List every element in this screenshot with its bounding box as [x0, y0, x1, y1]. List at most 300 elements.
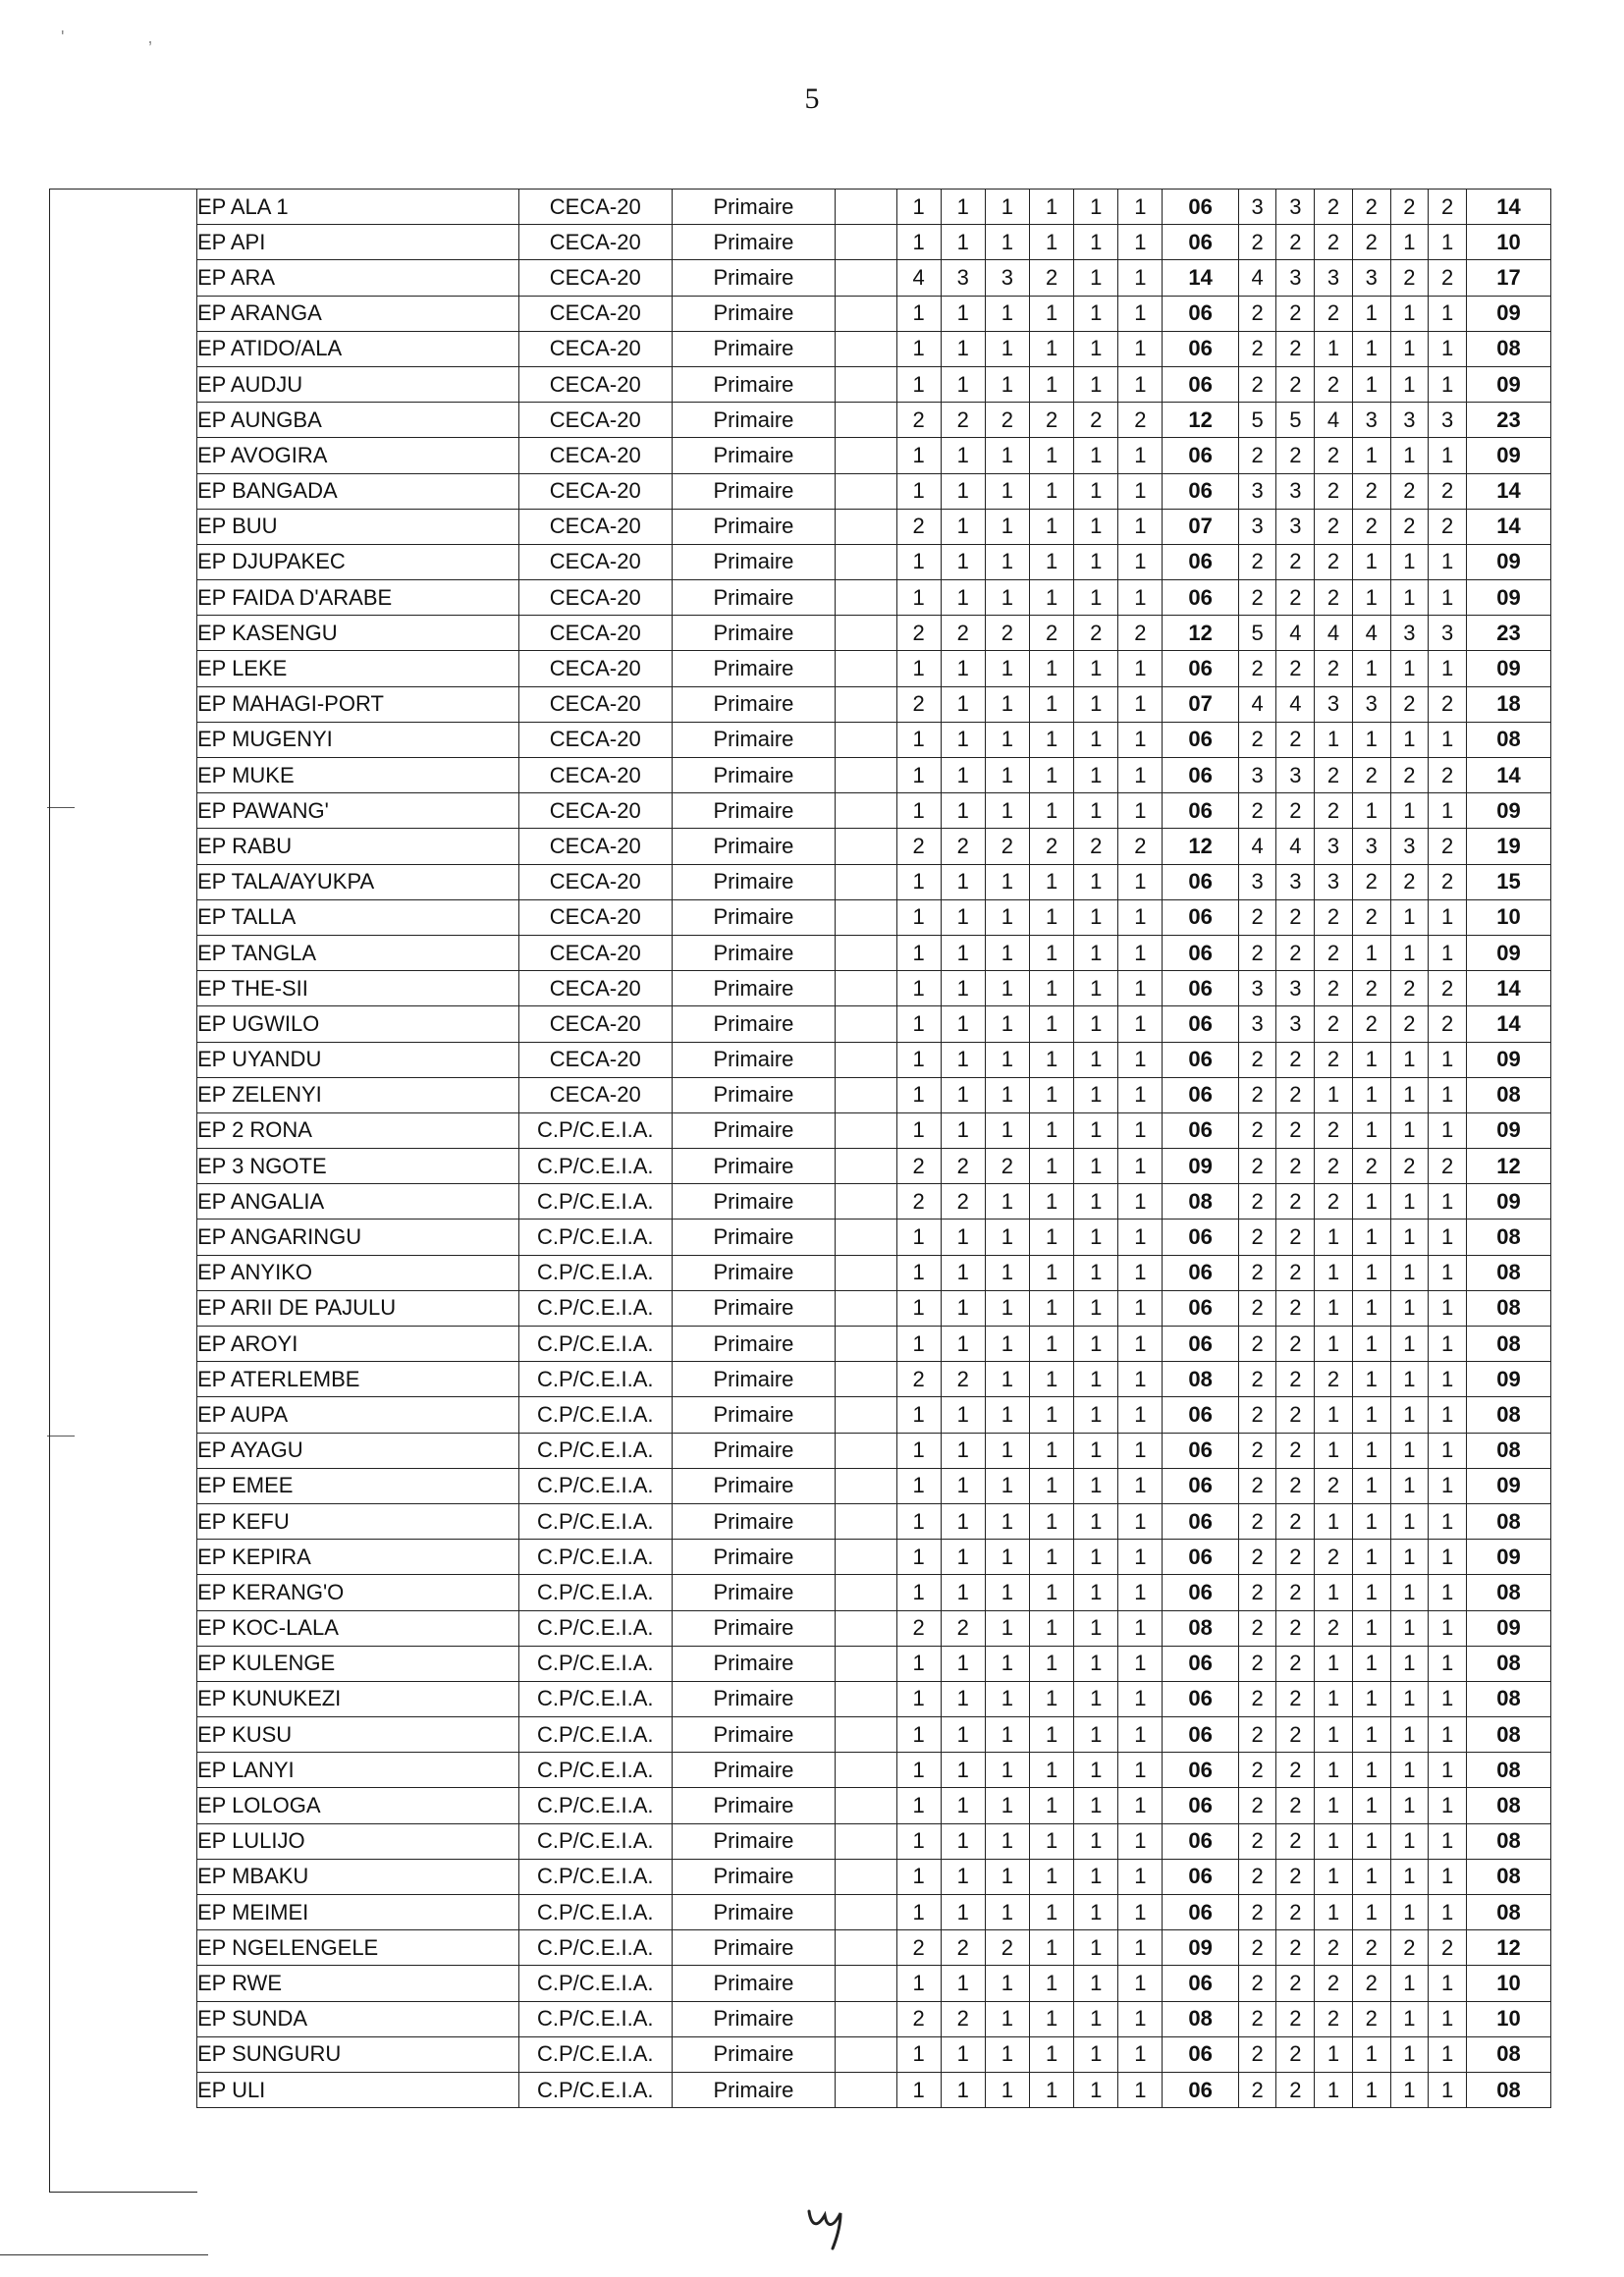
- total-b-cell: 09: [1466, 1112, 1550, 1148]
- count-b-cell: 2: [1429, 190, 1467, 225]
- count-b-cell: 2: [1276, 1966, 1315, 2001]
- school-name-cell: EP KUSU: [197, 1717, 519, 1753]
- school-name-cell: EP ATERLEMBE: [197, 1362, 519, 1397]
- count-b-cell: 1: [1390, 331, 1429, 366]
- total-b-cell: 14: [1466, 190, 1550, 225]
- count-b-cell: 1: [1315, 1717, 1353, 1753]
- total-b-cell: 08: [1466, 1327, 1550, 1362]
- school-level-cell: Primaire: [672, 1895, 836, 1930]
- count-a-cell: 1: [896, 331, 941, 366]
- count-b-cell: 2: [1315, 935, 1353, 970]
- spacer-cell: [836, 758, 896, 793]
- table-row: [197, 935, 1551, 970]
- spacer-cell: [836, 1290, 896, 1326]
- school-level-cell: Primaire: [672, 1788, 836, 1823]
- school-code-cell: CECA-20: [518, 829, 672, 864]
- table-row: [197, 1646, 1551, 1681]
- count-b-cell: 2: [1276, 1077, 1315, 1112]
- school-name-cell: EP EMEE: [197, 1468, 519, 1503]
- count-b-cell: 1: [1352, 331, 1390, 366]
- count-b-cell: 1: [1315, 1788, 1353, 1823]
- count-b-cell: 4: [1315, 616, 1353, 651]
- count-b-cell: 2: [1276, 544, 1315, 579]
- count-a-cell: 1: [1030, 1433, 1074, 1468]
- count-a-cell: 1: [1074, 1895, 1118, 1930]
- count-b-cell: 2: [1315, 366, 1353, 402]
- school-level-cell: Primaire: [672, 331, 836, 366]
- count-a-cell: 1: [896, 1646, 941, 1681]
- count-a-cell: 1: [941, 1575, 985, 1610]
- count-b-cell: 3: [1315, 829, 1353, 864]
- count-a-cell: 1: [1030, 1717, 1074, 1753]
- school-code-cell: C.P/C.E.I.A.: [518, 1503, 672, 1539]
- count-b-cell: 2: [1276, 1930, 1315, 1966]
- count-b-cell: 1: [1429, 1717, 1467, 1753]
- school-code-cell: C.P/C.E.I.A.: [518, 1823, 672, 1859]
- count-a-cell: 1: [896, 1290, 941, 1326]
- count-a-cell: 1: [896, 971, 941, 1006]
- school-code-cell: C.P/C.E.I.A.: [518, 1717, 672, 1753]
- count-a-cell: 1: [1030, 935, 1074, 970]
- total-b-cell: 09: [1466, 366, 1550, 402]
- count-b-cell: 4: [1276, 686, 1315, 722]
- count-b-cell: 1: [1429, 331, 1467, 366]
- count-a-cell: 1: [1074, 1362, 1118, 1397]
- count-b-cell: 2: [1315, 296, 1353, 331]
- count-a-cell: 1: [1118, 1895, 1163, 1930]
- count-a-cell: 1: [1074, 1966, 1118, 2001]
- count-a-cell: 1: [1118, 758, 1163, 793]
- count-b-cell: 1: [1390, 580, 1429, 616]
- count-a-cell: 1: [1030, 1895, 1074, 1930]
- count-b-cell: 2: [1238, 296, 1276, 331]
- count-b-cell: 1: [1390, 225, 1429, 260]
- count-b-cell: 1: [1429, 544, 1467, 579]
- table-row: [197, 1753, 1551, 1788]
- count-b-cell: 1: [1315, 1681, 1353, 1716]
- count-a-cell: 2: [1030, 260, 1074, 296]
- count-b-cell: 1: [1429, 1823, 1467, 1859]
- school-name-cell: EP KASENGU: [197, 616, 519, 651]
- count-b-cell: 2: [1276, 722, 1315, 757]
- count-a-cell: 1: [941, 1397, 985, 1433]
- count-b-cell: 2: [1238, 366, 1276, 402]
- school-level-cell: Primaire: [672, 1433, 836, 1468]
- table-row: [197, 1788, 1551, 1823]
- count-b-cell: 3: [1352, 686, 1390, 722]
- count-a-cell: 1: [1030, 366, 1074, 402]
- count-b-cell: 1: [1352, 1468, 1390, 1503]
- count-a-cell: 1: [896, 473, 941, 509]
- total-a-cell: 08: [1163, 1610, 1238, 1646]
- count-a-cell: 1: [941, 864, 985, 899]
- school-name-cell: EP AROYI: [197, 1327, 519, 1362]
- spacer-cell: [836, 1362, 896, 1397]
- count-b-cell: 1: [1429, 1753, 1467, 1788]
- count-b-cell: 1: [1429, 1362, 1467, 1397]
- count-a-cell: 1: [1074, 225, 1118, 260]
- count-b-cell: 1: [1352, 2072, 1390, 2107]
- count-b-cell: 2: [1276, 1895, 1315, 1930]
- count-a-cell: 2: [985, 829, 1029, 864]
- school-code-cell: C.P/C.E.I.A.: [518, 1290, 672, 1326]
- count-b-cell: 3: [1429, 403, 1467, 438]
- school-level-cell: Primaire: [672, 1042, 836, 1077]
- school-code-cell: CECA-20: [518, 331, 672, 366]
- count-b-cell: 1: [1390, 438, 1429, 473]
- school-level-cell: Primaire: [672, 2001, 836, 2036]
- count-a-cell: 1: [941, 1468, 985, 1503]
- count-b-cell: 2: [1352, 1149, 1390, 1184]
- school-code-cell: CECA-20: [518, 403, 672, 438]
- count-a-cell: 1: [985, 2001, 1029, 2036]
- count-b-cell: 1: [1390, 935, 1429, 970]
- school-level-cell: Primaire: [672, 1753, 836, 1788]
- total-b-cell: 14: [1466, 971, 1550, 1006]
- count-a-cell: 1: [941, 1540, 985, 1575]
- total-b-cell: 09: [1466, 935, 1550, 970]
- spacer-cell: [836, 1788, 896, 1823]
- count-a-cell: 1: [1074, 366, 1118, 402]
- count-a-cell: 1: [1074, 864, 1118, 899]
- spacer-cell: [836, 1753, 896, 1788]
- count-a-cell: 1: [1074, 296, 1118, 331]
- count-b-cell: 1: [1429, 1966, 1467, 2001]
- count-a-cell: 1: [941, 544, 985, 579]
- total-b-cell: 09: [1466, 580, 1550, 616]
- count-a-cell: 1: [1030, 225, 1074, 260]
- count-a-cell: 2: [896, 1149, 941, 1184]
- school-name-cell: EP AUDJU: [197, 366, 519, 402]
- count-a-cell: 1: [1074, 1859, 1118, 1894]
- school-level-cell: Primaire: [672, 1362, 836, 1397]
- table-row: [197, 225, 1551, 260]
- count-b-cell: 1: [1429, 1255, 1467, 1290]
- count-a-cell: 1: [941, 1788, 985, 1823]
- count-b-cell: 2: [1315, 1362, 1353, 1397]
- count-a-cell: 1: [1074, 793, 1118, 829]
- count-a-cell: 1: [1118, 1859, 1163, 1894]
- total-b-cell: 17: [1466, 260, 1550, 296]
- count-a-cell: 1: [1030, 1788, 1074, 1823]
- count-b-cell: 1: [1315, 1433, 1353, 1468]
- count-a-cell: 1: [896, 1859, 941, 1894]
- school-level-cell: Primaire: [672, 864, 836, 899]
- school-name-cell: EP THE-SII: [197, 971, 519, 1006]
- table-row: [197, 1895, 1551, 1930]
- table-row: [197, 366, 1551, 402]
- count-b-cell: 1: [1429, 899, 1467, 935]
- count-b-cell: 1: [1390, 1255, 1429, 1290]
- count-a-cell: 1: [985, 580, 1029, 616]
- count-b-cell: 1: [1390, 1753, 1429, 1788]
- count-a-cell: 1: [941, 971, 985, 1006]
- total-b-cell: 08: [1466, 1753, 1550, 1788]
- count-a-cell: 1: [1074, 473, 1118, 509]
- count-b-cell: 2: [1352, 899, 1390, 935]
- count-a-cell: 1: [896, 1717, 941, 1753]
- count-b-cell: 2: [1315, 1112, 1353, 1148]
- school-level-cell: Primaire: [672, 1646, 836, 1681]
- school-level-cell: Primaire: [672, 1823, 836, 1859]
- count-b-cell: 1: [1429, 1540, 1467, 1575]
- count-a-cell: 1: [1118, 1042, 1163, 1077]
- count-a-cell: 1: [1118, 2036, 1163, 2072]
- count-b-cell: 1: [1352, 1503, 1390, 1539]
- total-a-cell: 06: [1163, 1468, 1238, 1503]
- count-a-cell: 1: [1074, 1753, 1118, 1788]
- count-b-cell: 2: [1276, 1397, 1315, 1433]
- count-b-cell: 2: [1238, 1823, 1276, 1859]
- count-a-cell: 1: [1030, 1042, 1074, 1077]
- school-name-cell: EP ZELENYI: [197, 1077, 519, 1112]
- school-level-cell: Primaire: [672, 260, 836, 296]
- count-a-cell: 1: [1030, 1468, 1074, 1503]
- count-b-cell: 1: [1352, 1610, 1390, 1646]
- count-b-cell: 2: [1238, 1717, 1276, 1753]
- count-a-cell: 1: [896, 758, 941, 793]
- spacer-cell: [836, 1149, 896, 1184]
- spacer-cell: [836, 1503, 896, 1539]
- count-a-cell: 1: [896, 1753, 941, 1788]
- count-b-cell: 1: [1390, 1788, 1429, 1823]
- count-a-cell: 1: [985, 1112, 1029, 1148]
- school-code-cell: C.P/C.E.I.A.: [518, 1220, 672, 1255]
- count-a-cell: 1: [1030, 2036, 1074, 2072]
- count-b-cell: 1: [1352, 1255, 1390, 1290]
- count-b-cell: 1: [1429, 1220, 1467, 1255]
- count-b-cell: 2: [1238, 1362, 1276, 1397]
- table-row: [197, 651, 1551, 686]
- count-b-cell: 2: [1390, 1930, 1429, 1966]
- count-a-cell: 1: [1118, 509, 1163, 544]
- count-b-cell: 2: [1390, 758, 1429, 793]
- count-b-cell: 2: [1238, 1255, 1276, 1290]
- count-b-cell: 2: [1352, 758, 1390, 793]
- school-name-cell: EP FAIDA D'ARABE: [197, 580, 519, 616]
- count-b-cell: 2: [1315, 580, 1353, 616]
- footer-rule: [0, 2254, 208, 2255]
- count-b-cell: 1: [1390, 1681, 1429, 1716]
- school-code-cell: CECA-20: [518, 899, 672, 935]
- total-b-cell: 09: [1466, 1362, 1550, 1397]
- count-a-cell: 1: [1074, 1042, 1118, 1077]
- count-a-cell: 1: [941, 935, 985, 970]
- count-b-cell: 2: [1276, 1149, 1315, 1184]
- count-b-cell: 1: [1429, 1327, 1467, 1362]
- total-b-cell: 09: [1466, 544, 1550, 579]
- count-a-cell: 1: [941, 1290, 985, 1326]
- count-a-cell: 1: [985, 1433, 1029, 1468]
- count-a-cell: 1: [941, 473, 985, 509]
- spacer-cell: [836, 1327, 896, 1362]
- total-a-cell: 06: [1163, 438, 1238, 473]
- spacer-cell: [836, 1468, 896, 1503]
- count-b-cell: 1: [1352, 1290, 1390, 1326]
- total-a-cell: 06: [1163, 722, 1238, 757]
- count-b-cell: 2: [1352, 225, 1390, 260]
- table-row: [197, 1327, 1551, 1362]
- school-name-cell: EP KULENGE: [197, 1646, 519, 1681]
- count-a-cell: 1: [896, 366, 941, 402]
- count-a-cell: 1: [1074, 190, 1118, 225]
- count-a-cell: 2: [1074, 403, 1118, 438]
- count-b-cell: 1: [1315, 1290, 1353, 1326]
- count-a-cell: 1: [1118, 296, 1163, 331]
- count-b-cell: 1: [1429, 1468, 1467, 1503]
- count-b-cell: 2: [1276, 1290, 1315, 1326]
- count-b-cell: 1: [1315, 1397, 1353, 1433]
- total-b-cell: 08: [1466, 1646, 1550, 1681]
- count-b-cell: 2: [1390, 1006, 1429, 1042]
- count-b-cell: 2: [1315, 190, 1353, 225]
- count-b-cell: 1: [1429, 1077, 1467, 1112]
- count-b-cell: 1: [1429, 1503, 1467, 1539]
- spacer-cell: [836, 1397, 896, 1433]
- spacer-cell: [836, 296, 896, 331]
- count-b-cell: 1: [1390, 2036, 1429, 2072]
- count-a-cell: 1: [1118, 1823, 1163, 1859]
- count-b-cell: 4: [1276, 616, 1315, 651]
- count-b-cell: 4: [1238, 829, 1276, 864]
- count-b-cell: 2: [1429, 1006, 1467, 1042]
- count-a-cell: 1: [1074, 899, 1118, 935]
- count-a-cell: 1: [941, 225, 985, 260]
- count-a-cell: 2: [985, 1149, 1029, 1184]
- spacer-cell: [836, 2072, 896, 2107]
- count-b-cell: 4: [1238, 260, 1276, 296]
- table-row: [197, 2036, 1551, 2072]
- count-a-cell: 1: [941, 1895, 985, 1930]
- school-code-cell: C.P/C.E.I.A.: [518, 1646, 672, 1681]
- count-b-cell: 2: [1315, 1930, 1353, 1966]
- count-b-cell: 1: [1390, 544, 1429, 579]
- count-b-cell: 2: [1276, 651, 1315, 686]
- count-b-cell: 1: [1352, 1681, 1390, 1716]
- total-b-cell: 08: [1466, 1077, 1550, 1112]
- count-a-cell: 1: [1118, 1468, 1163, 1503]
- count-a-cell: 1: [1030, 2001, 1074, 2036]
- count-a-cell: 1: [1074, 1327, 1118, 1362]
- count-a-cell: 1: [1030, 1112, 1074, 1148]
- count-b-cell: 1: [1315, 331, 1353, 366]
- count-b-cell: 1: [1429, 1433, 1467, 1468]
- count-a-cell: 1: [985, 1397, 1029, 1433]
- count-b-cell: 2: [1238, 1149, 1276, 1184]
- count-a-cell: 1: [1074, 1540, 1118, 1575]
- count-a-cell: 1: [941, 509, 985, 544]
- count-a-cell: 1: [941, 366, 985, 402]
- count-b-cell: 1: [1390, 1468, 1429, 1503]
- count-a-cell: 1: [1030, 758, 1074, 793]
- count-b-cell: 2: [1390, 686, 1429, 722]
- school-level-cell: Primaire: [672, 899, 836, 935]
- count-a-cell: 1: [1030, 2072, 1074, 2107]
- count-a-cell: 1: [1074, 438, 1118, 473]
- count-b-cell: 2: [1315, 1006, 1353, 1042]
- count-b-cell: 3: [1238, 190, 1276, 225]
- count-a-cell: 1: [1118, 1220, 1163, 1255]
- count-b-cell: 1: [1390, 1575, 1429, 1610]
- total-a-cell: 06: [1163, 1077, 1238, 1112]
- count-b-cell: 2: [1238, 651, 1276, 686]
- count-a-cell: 1: [1074, 1468, 1118, 1503]
- count-b-cell: 2: [1238, 722, 1276, 757]
- table-row: [197, 1433, 1551, 1468]
- school-code-cell: C.P/C.E.I.A.: [518, 1681, 672, 1716]
- total-a-cell: 06: [1163, 1042, 1238, 1077]
- count-a-cell: 2: [1118, 403, 1163, 438]
- count-b-cell: 3: [1276, 190, 1315, 225]
- count-b-cell: 2: [1238, 1220, 1276, 1255]
- count-a-cell: 1: [941, 1327, 985, 1362]
- count-b-cell: 2: [1276, 1859, 1315, 1894]
- count-b-cell: 4: [1315, 403, 1353, 438]
- count-b-cell: 1: [1390, 1610, 1429, 1646]
- count-b-cell: 2: [1352, 509, 1390, 544]
- total-b-cell: 23: [1466, 403, 1550, 438]
- spacer-cell: [836, 366, 896, 402]
- spacer-cell: [836, 1575, 896, 1610]
- count-a-cell: 1: [1030, 1397, 1074, 1433]
- count-a-cell: 1: [941, 793, 985, 829]
- count-a-cell: 1: [941, 899, 985, 935]
- count-a-cell: 1: [941, 1433, 985, 1468]
- school-code-cell: C.P/C.E.I.A.: [518, 1397, 672, 1433]
- total-a-cell: 06: [1163, 225, 1238, 260]
- table-row: [197, 509, 1551, 544]
- count-b-cell: 2: [1390, 1149, 1429, 1184]
- school-level-cell: Primaire: [672, 1540, 836, 1575]
- school-level-cell: Primaire: [672, 1966, 836, 2001]
- count-b-cell: 1: [1429, 1290, 1467, 1326]
- count-b-cell: 1: [1315, 1646, 1353, 1681]
- school-name-cell: EP TALA/AYUKPA: [197, 864, 519, 899]
- school-roster-table: [196, 189, 1551, 2108]
- count-b-cell: 1: [1429, 2001, 1467, 2036]
- count-a-cell: 2: [896, 829, 941, 864]
- count-a-cell: 1: [1118, 1327, 1163, 1362]
- school-level-cell: Primaire: [672, 1503, 836, 1539]
- school-name-cell: EP LULIJO: [197, 1823, 519, 1859]
- total-b-cell: 08: [1466, 1681, 1550, 1716]
- count-b-cell: 3: [1276, 971, 1315, 1006]
- spacer-cell: [836, 403, 896, 438]
- count-a-cell: 1: [985, 864, 1029, 899]
- count-b-cell: 2: [1276, 1184, 1315, 1220]
- count-b-cell: 1: [1352, 651, 1390, 686]
- total-a-cell: 06: [1163, 758, 1238, 793]
- table-row: [197, 1184, 1551, 1220]
- count-a-cell: 1: [1030, 1255, 1074, 1290]
- count-a-cell: 1: [1118, 864, 1163, 899]
- count-b-cell: 2: [1315, 758, 1353, 793]
- count-b-cell: 3: [1238, 864, 1276, 899]
- count-a-cell: 1: [1030, 651, 1074, 686]
- total-a-cell: 07: [1163, 686, 1238, 722]
- total-a-cell: 06: [1163, 1255, 1238, 1290]
- count-b-cell: 1: [1352, 722, 1390, 757]
- count-b-cell: 2: [1238, 1397, 1276, 1433]
- school-name-cell: EP MBAKU: [197, 1859, 519, 1894]
- table-row: [197, 1042, 1551, 1077]
- count-a-cell: 1: [1030, 1184, 1074, 1220]
- count-a-cell: 1: [941, 1823, 985, 1859]
- spacer-cell: [836, 1540, 896, 1575]
- school-name-cell: EP KEFU: [197, 1503, 519, 1539]
- count-b-cell: 2: [1315, 438, 1353, 473]
- count-b-cell: 3: [1315, 260, 1353, 296]
